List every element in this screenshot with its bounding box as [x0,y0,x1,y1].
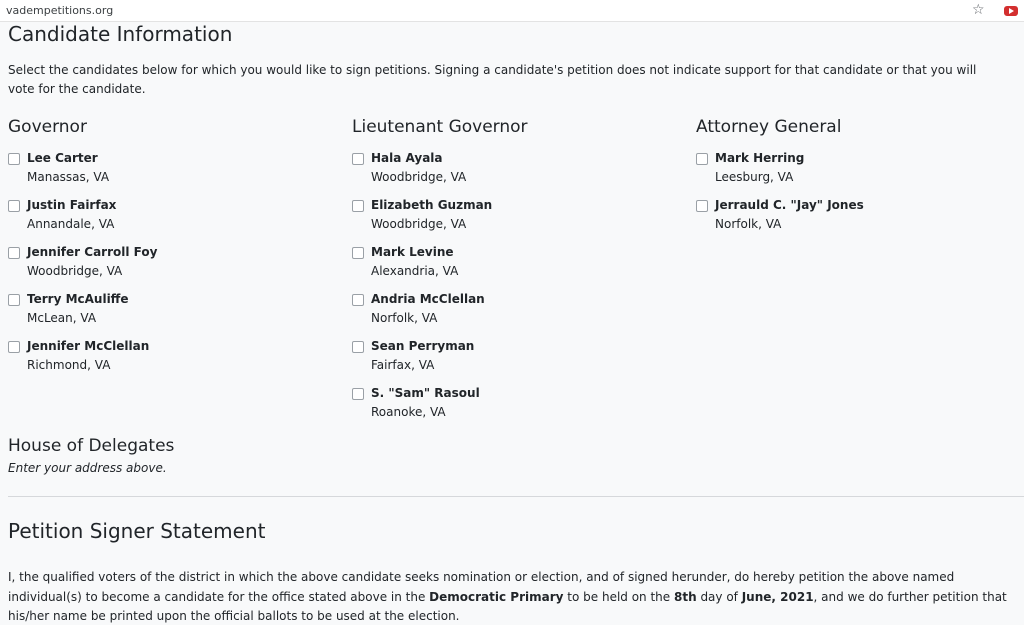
candidate-location: Norfolk, VA [371,311,438,325]
candidate-checkbox[interactable] [8,341,20,353]
candidate-location: Woodbridge, VA [371,217,467,231]
house-of-delegates-heading: House of Delegates [8,436,175,456]
candidate-name: Sean Perryman [371,339,475,353]
statement-text: to be held on the [563,589,674,604]
candidate-location: Fairfax, VA [371,358,435,372]
candidate-name: Mark Levine [371,245,454,259]
candidate-location: McLean, VA [27,311,97,325]
section-divider [8,496,1024,497]
intro-text: Select the candidates below for which you would like to sign petitions. Signing a candidate's petition does not indicate support for that candidate or that you will vote for the candidate. [8,63,977,96]
candidate-option[interactable] [8,337,157,384]
statement-date: June, 2021 [741,589,814,604]
candidate-name: Justin Fairfax [27,198,117,212]
candidate-checkbox[interactable] [696,153,708,165]
candidate-name: Jennifer McClellan [27,339,150,353]
candidate-location: Woodbridge, VA [27,264,123,278]
candidate-checkbox[interactable] [8,153,20,165]
candidate-name: Andria McClellan [371,292,485,306]
candidate-option[interactable] [352,290,528,337]
candidate-checkbox[interactable] [352,200,364,212]
statement-heading: Petition Signer Statement [8,519,266,543]
lt-governor-heading: Lieutenant Governor [352,117,528,137]
candidate-checkbox[interactable] [352,247,364,259]
petition-statement [8,568,1022,625]
candidate-option[interactable] [8,196,157,243]
candidate-option[interactable] [352,337,528,384]
candidate-name: Jennifer Carroll Foy [27,245,158,259]
statement-text: I, the qualified voters of the district in which the above candidate seeks nomination or election, and of signed herunder, do hereby petition the above named individual(s) to become a candidate for the office stated above in the [8,570,955,604]
candidate-checkbox[interactable] [8,200,20,212]
candidate-option[interactable] [8,243,157,290]
bookmark-star-icon[interactable]: ☆ [972,2,985,18]
lt-governor-column [352,117,528,431]
candidate-checkbox[interactable] [352,294,364,306]
candidate-location: Woodbridge, VA [371,170,467,184]
candidate-location: Roanoke, VA [371,405,446,419]
candidate-checkbox[interactable] [352,341,364,353]
attorney-general-column [696,117,864,243]
statement-text: , and we do further petition that his/her name be printed upon the official ballots to be used at the election. [8,589,1007,623]
page-title: Candidate Information [8,22,233,46]
candidate-option[interactable] [352,384,528,431]
candidate-checkbox[interactable] [8,294,20,306]
candidate-name: Terry McAuliffe [27,292,129,306]
statement-election-type: Democratic Primary [429,589,564,604]
extension-icon[interactable] [1004,6,1018,16]
candidate-checkbox[interactable] [352,388,364,400]
candidate-checkbox[interactable] [8,247,20,259]
candidate-location: Leesburg, VA [715,170,794,184]
governor-heading: Governor [8,117,87,137]
attorney-general-heading: Attorney General [696,117,842,137]
candidate-option[interactable] [696,149,864,196]
house-of-delegates-note: Enter your address above. [8,461,167,475]
candidate-name: Hala Ayala [371,151,443,165]
address-bar[interactable]: vadempetitions.org [6,4,114,17]
candidate-option[interactable] [8,149,157,196]
statement-day: 8th [673,589,697,604]
candidate-location: Richmond, VA [27,358,111,372]
browser-toolbar [0,0,1024,22]
candidate-checkbox[interactable] [696,200,708,212]
candidate-name: Jerrauld C. "Jay" Jones [715,198,864,212]
candidate-checkbox[interactable] [352,153,364,165]
candidate-location: Alexandria, VA [371,264,459,278]
candidate-option[interactable] [352,149,528,196]
candidate-name: Elizabeth Guzman [371,198,493,212]
candidate-location: Norfolk, VA [715,217,782,231]
statement-text: day of [696,589,742,604]
candidate-name: Mark Herring [715,151,805,165]
candidate-option[interactable] [8,290,157,337]
candidate-name: Lee Carter [27,151,98,165]
candidate-option[interactable] [352,243,528,290]
candidate-location: Manassas, VA [27,170,110,184]
candidate-option[interactable] [352,196,528,243]
candidate-option[interactable] [696,196,864,243]
governor-column [8,117,157,384]
candidate-name: S. "Sam" Rasoul [371,386,480,400]
candidate-location: Annandale, VA [27,217,115,231]
